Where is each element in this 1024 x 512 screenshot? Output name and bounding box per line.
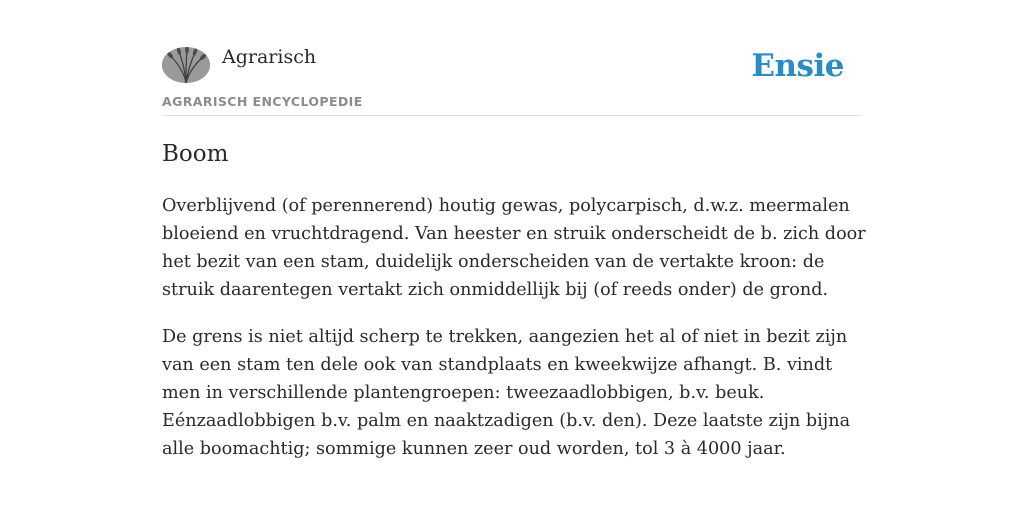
source-name-link[interactable]: Agrarisch [222, 46, 317, 68]
article-paragraph: De grens is niet altijd scherp te trekken, aangezien het al of niet in bezit zijn van een stam ten dele ook van standplaats en kweekwijze afhangt. B. vindt men in verschillende plantengroepen: tweezaadlobbigen, b.v. beuk. Eénzaadlobbigen b.v. palm en naaktzadigen (b.v. den). Deze laatste zijn bijna alle boomachtig; sommige kunnen zeer oud worden, tol 3 à 4000 jaar. [162, 327, 851, 459]
article-content [162, 138, 866, 482]
source-header [162, 44, 862, 116]
wheat-thumbnail-icon[interactable] [162, 47, 210, 83]
article-title: Boom [162, 141, 229, 167]
article-paragraph: Overblijvend (of perennerend) houtig gewas, polycarpisch, d.w.z. meermalen bloeiend en vruchtdragend. Van heester en struik onderscheidt de b. zich door het bezit van een stam, duidelijk onderscheiden van de vertakte kroon: de struik daarentegen vertakt zich onmiddellijk bij (of reeds onder) de grond. [162, 196, 866, 300]
source-subtitle: AGRARISCH ENCYCLOPEDIE [162, 94, 363, 109]
ensie-logo-link[interactable]: Ensie [751, 48, 844, 84]
